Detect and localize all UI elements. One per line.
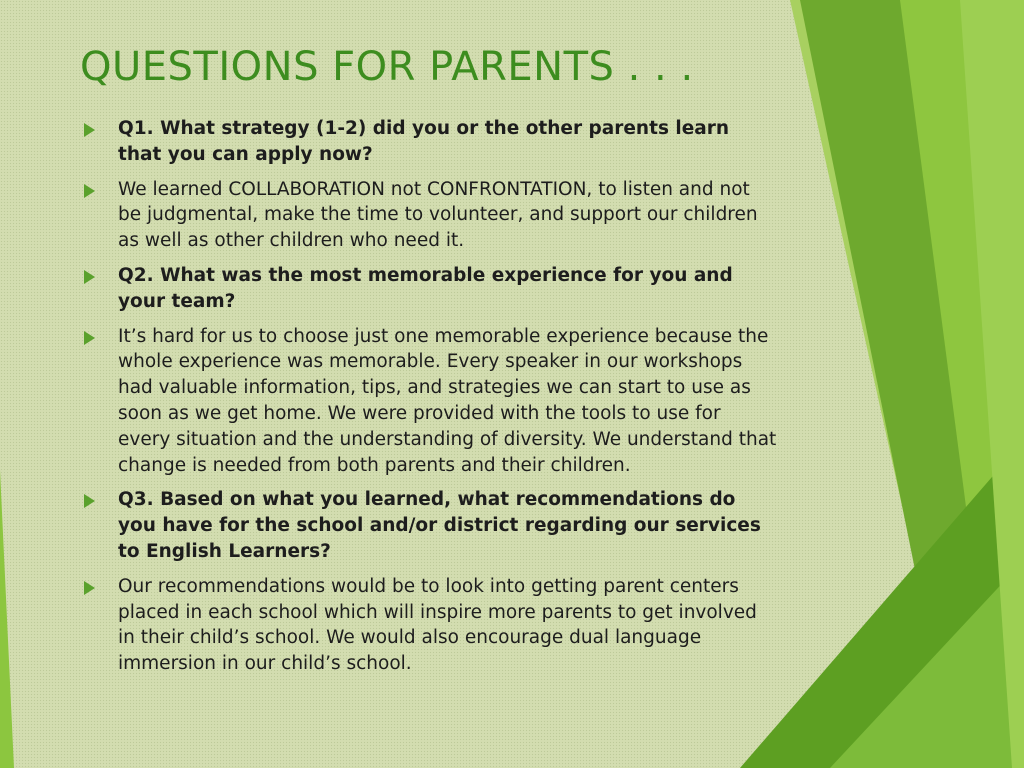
slide-title: QUESTIONS FOR PARENTS . . .	[80, 44, 694, 90]
answer-text: We learned COLLABORATION not CONFRONTATION, to listen and not be judgmental, make the time to volunteer, and support our children as well as other children who need it.	[118, 178, 758, 252]
question-text: Q2. What was the most memorable experience for you and your team?	[118, 264, 733, 312]
list-item-q3	[78, 487, 778, 564]
triangle-bullet-icon	[84, 123, 95, 137]
triangle-bullet-icon	[84, 184, 95, 198]
question-text: Q1. What strategy (1-2) did you or the other parents learn that you can apply now?	[118, 118, 730, 165]
triangle-bullet-icon	[84, 581, 95, 595]
list-item-q2	[78, 263, 778, 315]
bullet-list	[78, 116, 778, 686]
list-item-a3	[78, 574, 778, 677]
answer-text: Our recommendations would be to look into getting parent centers placed in each school which will inspire more parents to get involved in their child’s school. We would also encourage dual language immersion in our child’s school.	[118, 575, 757, 675]
triangle-bullet-icon	[84, 494, 95, 508]
answer-text: It’s hard for us to choose just one memorable experience because the whole experience was memorable. Every speaker in our workshops had valuable information, tips, and strategies we can start to use as soon as we get home. We were provided with the tools to use for every situation and the understanding of diversity. We understand that change is needed from both parents and their children.	[118, 325, 777, 476]
list-item-a1	[78, 177, 778, 254]
left-edge-wedge	[0, 470, 14, 768]
triangle-bullet-icon	[84, 270, 95, 284]
list-item-a2	[78, 324, 778, 479]
list-item-q1	[78, 116, 778, 168]
triangle-bullet-icon	[84, 331, 95, 345]
question-text: Q3. Based on what you learned, what recommendations do you have for the school and/or district regarding our services to English Learners?	[118, 489, 761, 562]
